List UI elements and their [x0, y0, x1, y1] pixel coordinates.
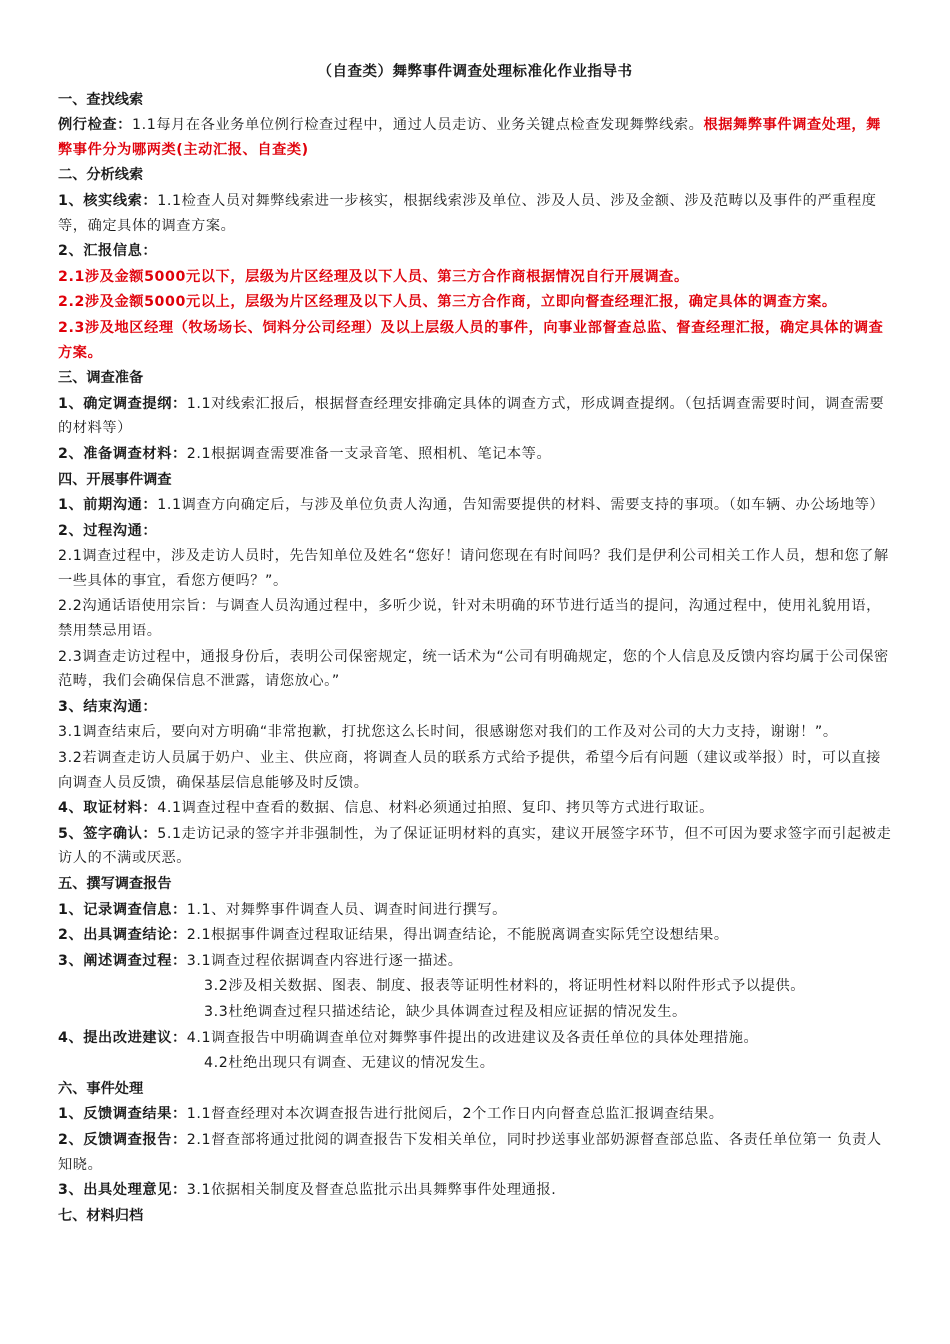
text: 4.1调查报告中明确调查单位对舞弊事件提出的改进建议及各责任单位的具体处理措施。: [186, 1029, 759, 1046]
paragraph-3-2: 3.2若调查走访人员属于奶户、业主、供应商，将调查人员的联系方式给予提供，希望今后有问题（建议或举报）时，可以直接向调查人员反馈，确保基层信息能够及时反馈。: [58, 750, 881, 791]
label: 3、阐述调查过程：: [58, 952, 187, 969]
document-title: （自查类）舞弊事件调查处理标准化作业指导书: [317, 64, 633, 80]
section-5-paragraph-3: [58, 949, 892, 974]
label: 5、签字确认：: [58, 825, 158, 842]
label: 1、反馈调查结果：: [58, 1106, 187, 1123]
section-3-paragraph-1: [58, 392, 892, 441]
section-5-paragraph-4: [58, 1026, 892, 1051]
section-3-heading: 三、调查准备: [58, 370, 144, 387]
label: 4、提出改进建议：: [58, 1029, 187, 1046]
label: 例行检查：: [58, 117, 132, 134]
text: 2.1督查部将通过批阅的调查报告下发相关单位，同时抄送事业部奶源督查部总监、各责任单位第一 负责人知晓。: [58, 1131, 882, 1173]
section-2-paragraph-1: [58, 189, 892, 238]
section-4-paragraph-5: [58, 822, 892, 871]
section-1-heading: 一、查找线索: [58, 91, 144, 108]
label: 3、出具处理意见：: [58, 1182, 187, 1199]
section-6-paragraph-3: [58, 1178, 892, 1203]
paragraph-3-2: 3.2涉及相关数据、图表、制度、报表等证明性材料的，将证明性材料以附件形式予以提供。: [204, 978, 806, 995]
text: 1.1、对舞弊事件调查人员、调查时间进行撰写。: [186, 901, 507, 918]
label: 4、取证材料：: [58, 800, 158, 817]
section-4-heading: 四、开展事件调查: [58, 471, 172, 488]
section-2-heading: 二、分析线索: [58, 167, 144, 184]
label: 2、准备调查材料：: [58, 445, 187, 462]
paragraph-4-2: 4.2杜绝出现只有调查、无建议的情况发生。: [204, 1055, 495, 1072]
section-6-paragraph-2: [58, 1128, 892, 1177]
text: 5.1走访记录的签字并非强制性，为了保证证明材料的真实，建议开展签字环节，但不可因为要求签字而引起被走访人的不满或厌恶。: [58, 825, 892, 867]
section-4-label-3: 3、结束沟通：: [58, 698, 158, 715]
section-5-heading: 五、撰写调查报告: [58, 876, 172, 892]
paragraph-2-3: 2.3调查走访过程中，通报身份后，表明公司保密规定，统一话术为“公司有明确规定，您的个人信息及反馈内容均属于公司保密范畴，我们会确保信息不泄露，请您放心。”: [58, 648, 889, 690]
label: 2、出具调查结论：: [58, 927, 187, 944]
text: 1.1督查经理对本次调查报告进行批阅后，2个工作日内向督查总监汇报调查结果。: [186, 1106, 724, 1123]
section-1-paragraph: [58, 113, 892, 162]
red-rule-2-2: 2.2涉及金额5000元以上，层级为片区经理及以下人员、第三方合作商，立即向督查经理汇报，确定具体的调查方案。: [58, 294, 837, 311]
text: 3.1依据相关制度及督查总监批示出具舞弊事件处理通报.: [186, 1182, 557, 1199]
label: 1、前期沟通：: [58, 497, 158, 514]
label: 1、核实线索：: [58, 192, 158, 209]
text: 2.1根据调查需要准备一支录音笔、照相机、笔记本等。: [186, 445, 552, 462]
text: 4.1调查过程中查看的数据、信息、材料必须通过拍照、复印、拷贝等方式进行取证。: [157, 800, 714, 817]
section-6-heading: 六、事件处理: [58, 1080, 144, 1097]
section-5-paragraph-1: [58, 898, 892, 923]
paragraph-2-1: 2.1调查过程中，涉及走访人员时，先告知单位及姓名“您好！请问您现在有时间吗？我们是伊利公司相关工作人员，想和您了解一些具体的事宜，看您方便吗？”。: [58, 548, 889, 589]
label: 1、记录调查信息：: [58, 901, 187, 918]
red-rule-2-3: 2.3涉及地区经理（牧场场长、饲料分公司经理）及以上层级人员的事件，向事业部督查总监、督查经理汇报，确定具体的调查方案。: [58, 319, 884, 361]
section-2-label-2: 2、汇报信息：: [58, 243, 158, 260]
section-4-paragraph-4: [58, 796, 892, 821]
label: 1、确定调查提纲：: [58, 395, 187, 412]
paragraph-3-3: 3.3杜绝调查过程只描述结论，缺少具体调查过程及相应证据的情况发生。: [204, 1003, 687, 1020]
text: 1.1检查人员对舞弊线索进一步核实，根据线索涉及单位、涉及人员、涉及金额、涉及范畴以及事件的严重程度等，确定具体的调查方案。: [58, 192, 877, 234]
section-4-label-2: 2、过程沟通：: [58, 522, 158, 539]
text: 2.1根据事件调查过程取证结果，得出调查结论，不能脱离调查实际凭空设想结果。: [186, 927, 729, 944]
paragraph-2-2: 2.2沟通话语使用宗旨：与调查人员沟通过程中，多听少说，针对未明确的环节进行适当的提问，沟通过程中，使用礼貌用语，禁用禁忌用语。: [58, 598, 881, 640]
section-5-paragraph-2: [58, 923, 892, 948]
text: 1.1每月在各业务单位例行检查过程中，通过人员走访、业务关键点检查发现舞弊线索。: [131, 117, 704, 134]
section-6-paragraph-1: [58, 1102, 892, 1127]
section-3-paragraph-2: [58, 442, 892, 467]
label: 2、反馈调查报告：: [58, 1131, 187, 1148]
section-7-heading: 七、材料归档: [58, 1207, 144, 1224]
paragraph-3-1: 3.1调查结束后，要向对方明确“非常抱歉，打扰您这么长时间，很感谢您对我们的工作及对公司的大力支持，谢谢！”。: [58, 724, 838, 741]
red-note: 根据舞弊事件调查处理，舞弊事件分为哪两类(主动汇报、自查类): [58, 117, 881, 158]
text: 1.1调查方向确定后，与涉及单位负责人沟通，告知需要提供的材料、需要支持的事项。（如车辆、办公场地等）: [157, 497, 885, 514]
section-4-paragraph-1: [58, 493, 892, 518]
red-rule-2-1: 2.1涉及金额5000元以下，层级为片区经理及以下人员、第三方合作商根据情况自行开展调查。: [58, 268, 689, 285]
text: 3.1调查过程依据调查内容进行逐一描述。: [186, 952, 463, 969]
text: 1.1对线索汇报后，根据督查经理安排确定具体的调查方式，形成调查提纲。（包括调查需要时间，调查需要的材料等）: [58, 395, 885, 437]
